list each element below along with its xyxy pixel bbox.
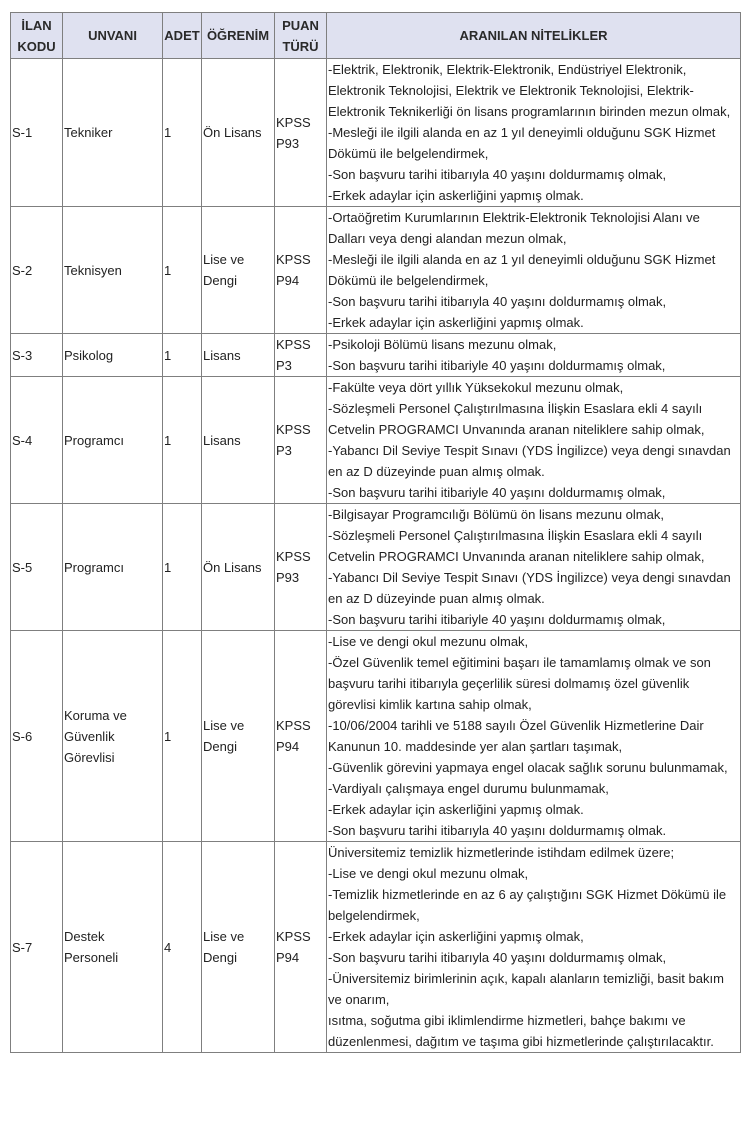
cell-education: Ön Lisans	[202, 59, 275, 207]
requirement-line: -Sözleşmeli Personel Çalıştırılmasına İlişkin Esaslara ekli 4 sayılı Cetvelin PROGRAMCI Unvanında aranan niteliklere sahip olmak,	[328, 528, 705, 564]
requirement-line: -Temizlik hizmetlerinde en az 6 ay çalıştığını SGK Hizmet Dökümü ile belgelendirmek,	[328, 887, 727, 923]
cell-requirements	[327, 59, 741, 207]
cell-education: Lisans	[202, 334, 275, 377]
cell-requirements	[327, 842, 741, 1053]
cell-title: Koruma ve Güvenlik Görevlisi	[63, 631, 163, 842]
table-row	[11, 59, 741, 207]
cell-requirements	[327, 377, 741, 504]
cell-code: S-3	[11, 334, 63, 377]
cell-requirements	[327, 631, 741, 842]
cell-code: S-6	[11, 631, 63, 842]
cell-requirements	[327, 504, 741, 631]
cell-count: 1	[163, 334, 202, 377]
cell-requirements	[327, 334, 741, 377]
requirement-line: -Son başvuru tarihi itibarıyla 40 yaşını doldurmamış olmak,	[328, 294, 667, 309]
cell-code: S-5	[11, 504, 63, 631]
requirement-line: -Yabancı Dil Seviye Tespit Sınavı (YDS İngilizce) veya dengi sınavdan en az D düzeyinde puan almış olmak.	[328, 443, 731, 479]
cell-score-type: KPSS P93	[275, 504, 327, 631]
requirement-line: -Erkek adaylar için askerliğini yapmış olmak.	[328, 802, 584, 817]
requirement-line: -Ortaöğretim Kurumlarının Elektrik-Elektronik Teknolojisi Alanı ve Dalları veya dengi alandan mezun olmak,	[328, 210, 700, 246]
header-requirements: ARANILAN NİTELİKLER	[327, 13, 741, 59]
cell-title: Teknisyen	[63, 207, 163, 334]
cell-education: Lise ve Dengi	[202, 631, 275, 842]
cell-title: Psikolog	[63, 334, 163, 377]
requirement-line: -Elektrik, Elektronik, Elektrik-Elektronik, Endüstriyel Elektronik, Elektronik Teknolojisi, Elektrik ve Elektronik Teknolojisi, Elektrik-Elektronik Teknikerliği ön lisans programlarının birinden mezun olmak,	[328, 62, 731, 119]
cell-code: S-2	[11, 207, 63, 334]
requirement-line: -Son başvuru tarihi itibarıyla 40 yaşını doldurmamış olmak,	[328, 167, 667, 182]
requirement-line: -Üniversitemiz birimlerinin açık, kapalı alanların temizliği, basit bakım ve onarım,	[328, 971, 724, 1007]
requirement-line: -Sözleşmeli Personel Çalıştırılmasına İlişkin Esaslara ekli 4 sayılı Cetvelin PROGRAMCI Unvanında aranan niteliklere sahip olmak,	[328, 401, 705, 437]
requirement-line: -Son başvuru tarihi itibariyle 40 yaşını doldurmamış olmak,	[328, 358, 666, 373]
requirement-line: -Erkek adaylar için askerliğini yapmış olmak.	[328, 315, 584, 330]
cell-code: S-7	[11, 842, 63, 1053]
cell-education: Lise ve Dengi	[202, 842, 275, 1053]
cell-education: Lise ve Dengi	[202, 207, 275, 334]
requirement-line: -Güvenlik görevini yapmaya engel olacak sağlık sorunu bulunmamak,	[328, 760, 728, 775]
cell-count: 1	[163, 504, 202, 631]
cell-count: 1	[163, 377, 202, 504]
cell-code: S-4	[11, 377, 63, 504]
cell-count: 1	[163, 59, 202, 207]
cell-score-type: KPSS P94	[275, 842, 327, 1053]
header-count: ADET	[163, 13, 202, 59]
header-row	[11, 13, 741, 59]
cell-title: Tekniker	[63, 59, 163, 207]
table-row	[11, 842, 741, 1053]
cell-count: 1	[163, 631, 202, 842]
requirement-line: -Özel Güvenlik temel eğitimini başarı ile tamamlamış olmak ve son başvuru tarihi itibarıyla geçerlilik süresi dolmamış özel güvenlik görevlisi kimlik kartına sahip olmak,	[328, 655, 711, 712]
requirement-line: -Son başvuru tarihi itibariyle 40 yaşını doldurmamış olmak,	[328, 485, 666, 500]
requirement-line: -Erkek adaylar için askerliğini yapmış olmak,	[328, 929, 584, 944]
requirement-line: -Vardiyalı çalışmaya engel durumu bulunmamak,	[328, 781, 609, 796]
header-score-type: PUAN TÜRÜ	[275, 13, 327, 59]
requirement-line: -Mesleği ile ilgili alanda en az 1 yıl deneyimli olduğunu SGK Hizmet Dökümü ile belgelendirmek,	[328, 252, 716, 288]
cell-score-type: KPSS P94	[275, 631, 327, 842]
requirement-line: -Lise ve dengi okul mezunu olmak,	[328, 634, 529, 649]
cell-education: Ön Lisans	[202, 504, 275, 631]
cell-title: Programcı	[63, 377, 163, 504]
requirement-line: -Fakülte veya dört yıllık Yüksekokul mezunu olmak,	[328, 380, 624, 395]
cell-title: Programcı	[63, 504, 163, 631]
requirement-line: ısıtma, soğutma gibi iklimlendirme hizmetleri, bahçe bakımı ve düzenlenmesi, dağıtım ve taşıma gibi hizmetlerinde çalıştırılacaktır.	[328, 1013, 714, 1049]
requirement-line: -Erkek adaylar için askerliğini yapmış olmak.	[328, 188, 584, 203]
cell-score-type: KPSS P3	[275, 334, 327, 377]
requirement-line: -Mesleği ile ilgili alanda en az 1 yıl deneyimli olduğunu SGK Hizmet Dökümü ile belgelendirmek,	[328, 125, 716, 161]
requirement-line: -Yabancı Dil Seviye Tespit Sınavı (YDS İngilizce) veya dengi sınavdan en az D düzeyinde puan almış olmak.	[328, 570, 731, 606]
table-row	[11, 207, 741, 334]
requirement-line: Üniversitemiz temizlik hizmetlerinde istihdam edilmek üzere;	[328, 845, 675, 860]
cell-education: Lisans	[202, 377, 275, 504]
table-row	[11, 334, 741, 377]
cell-count: 1	[163, 207, 202, 334]
header-education: ÖĞRENİM	[202, 13, 275, 59]
cell-requirements	[327, 207, 741, 334]
table-row	[11, 504, 741, 631]
requirement-line: -Son başvuru tarihi itibarıyla 40 yaşını doldurmamış olmak,	[328, 950, 667, 965]
requirement-line: -Bilgisayar Programcılığı Bölümü ön lisans mezunu olmak,	[328, 507, 664, 522]
cell-title: Destek Personeli	[63, 842, 163, 1053]
cell-score-type: KPSS P94	[275, 207, 327, 334]
requirement-line: -Lise ve dengi okul mezunu olmak,	[328, 866, 529, 881]
cell-count: 4	[163, 842, 202, 1053]
cell-score-type: KPSS P93	[275, 59, 327, 207]
header-title: UNVANI	[63, 13, 163, 59]
requirement-line: -Son başvuru tarihi itibariyle 40 yaşını doldurmamış olmak,	[328, 612, 666, 627]
requirement-line: -Psikoloji Bölümü lisans mezunu olmak,	[328, 337, 557, 352]
requirement-line: -Son başvuru tarihi itibarıyla 40 yaşını doldurmamış olmak.	[328, 823, 667, 838]
cell-score-type: KPSS P3	[275, 377, 327, 504]
header-code: İLAN KODU	[11, 13, 63, 59]
requirement-line: -10/06/2004 tarihli ve 5188 sayılı Özel Güvenlik Hizmetlerine Dair Kanunun 10. maddesinde yer alan şartları taşımak,	[328, 718, 704, 754]
job-listings-table	[10, 12, 741, 1053]
table-row	[11, 377, 741, 504]
table-row	[11, 631, 741, 842]
cell-code: S-1	[11, 59, 63, 207]
